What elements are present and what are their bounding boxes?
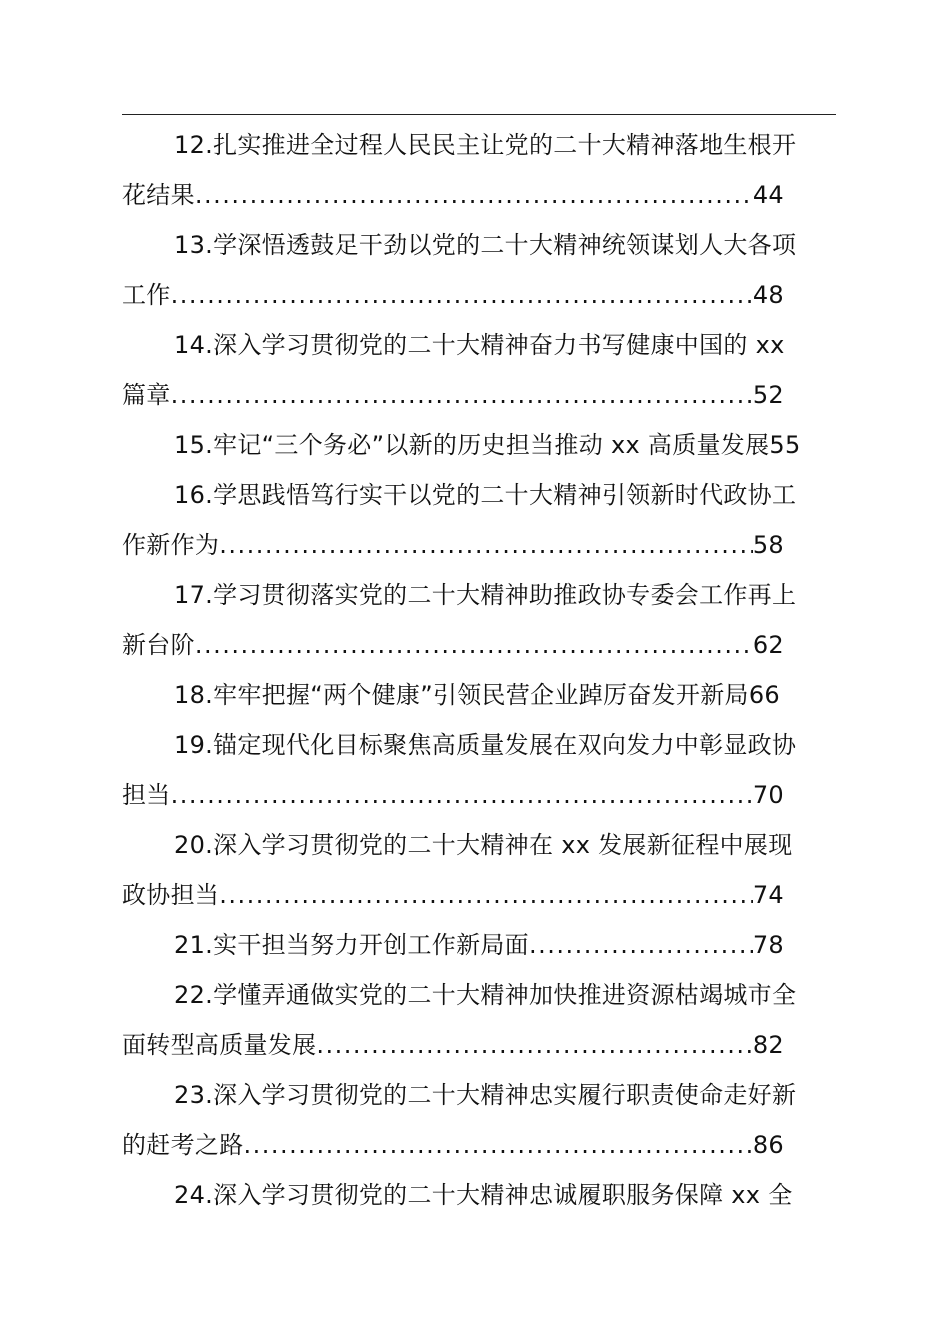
toc-entry-12-line2[interactable] <box>122 170 836 220</box>
leader-dots <box>529 920 753 970</box>
toc-entry-23-line1: 23.深入学习贯彻党的二十大精神忠实履行职责使命走好新 <box>174 1081 797 1109</box>
toc-entry-20-line2[interactable] <box>122 870 836 920</box>
leader-dots <box>171 770 753 820</box>
toc-entry-20-page: 74 <box>752 881 784 909</box>
toc-entry-16-line2[interactable] <box>122 520 836 570</box>
toc-entry-19-title-end: 担当 <box>122 781 171 809</box>
toc-entry-17-line1: 17.学习贯彻落实党的二十大精神助推政协专委会工作再上 <box>174 581 797 609</box>
toc-entry-19-line2[interactable] <box>122 770 836 820</box>
leader-dots <box>195 170 753 220</box>
toc-entry-14-page: 52 <box>752 381 784 409</box>
toc-entry-18[interactable]: 18.牢牢把握“两个健康”引领民营企业踔厉奋发开新局66 <box>174 681 780 709</box>
toc-entry-14-line2[interactable] <box>122 370 836 420</box>
leader-dots <box>244 1120 753 1170</box>
leader-dots <box>195 620 753 670</box>
toc-entry-17-page: 62 <box>752 631 784 659</box>
toc-entry-13-title-end: 工作 <box>122 281 171 309</box>
toc-entry-19-line1: 19.锚定现代化目标聚焦高质量发展在双向发力中彰显政协 <box>174 731 797 759</box>
toc-entry-21-title: 21.实干担当努力开创工作新局面 <box>174 931 529 959</box>
leader-dots <box>316 1020 752 1070</box>
toc-entry-22-title-end: 面转型高质量发展 <box>122 1031 317 1059</box>
toc-entry-13-page: 48 <box>752 281 784 309</box>
toc-entry-14-line1: 14.深入学习贯彻党的二十大精神奋力书写健康中国的 xx <box>174 331 785 359</box>
toc-entry-16-title-end: 作新作为 <box>122 531 220 559</box>
toc-entry-16-line1: 16.学思践悟笃行实干以党的二十大精神引领新时代政协工 <box>174 481 797 509</box>
leader-dots <box>171 370 753 420</box>
toc-entry-12-title-end: 花结果 <box>122 181 195 209</box>
table-of-contents <box>122 120 836 1220</box>
toc-entry-22-page: 82 <box>752 1031 784 1059</box>
toc-entry-23-page: 86 <box>752 1131 784 1159</box>
toc-entry-20-line1: 20.深入学习贯彻党的二十大精神在 xx 发展新征程中展现 <box>174 831 793 859</box>
toc-entry-23-title-end: 的赶考之路 <box>122 1131 244 1159</box>
header-rule <box>122 114 836 115</box>
toc-entry-17-line2[interactable] <box>122 620 836 670</box>
leader-dots <box>219 520 753 570</box>
leader-dots <box>219 870 753 920</box>
toc-entry-22-line2[interactable] <box>122 1020 836 1070</box>
toc-entry-16-page: 58 <box>752 531 784 559</box>
toc-entry-21-page: 78 <box>752 931 784 959</box>
toc-entry-13-line1: 13.学深悟透鼓足干劲以党的二十大精神统领谋划人大各项 <box>174 231 797 259</box>
toc-entry-23-line2[interactable] <box>122 1120 836 1170</box>
toc-entry-22-line1: 22.学懂弄通做实党的二十大精神加快推进资源枯竭城市全 <box>174 981 797 1009</box>
toc-entry-17-title-end: 新台阶 <box>122 631 195 659</box>
toc-entry-12-page: 44 <box>752 181 784 209</box>
toc-entry-19-page: 70 <box>752 781 784 809</box>
toc-entry-13-line2[interactable] <box>122 270 836 320</box>
toc-entry-24-line1[interactable]: 24.深入学习贯彻党的二十大精神忠诚履职服务保障 xx 全 <box>174 1181 793 1209</box>
toc-entry-14-title-end: 篇章 <box>122 381 171 409</box>
toc-entry-20-title-end: 政协担当 <box>122 881 220 909</box>
toc-entry-12-line1: 12.扎实推进全过程人民民主让党的二十大精神落地生根开 <box>174 131 797 159</box>
toc-entry-15[interactable]: 15.牢记“三个务必”以新的历史担当推动 xx 高质量发展55 <box>174 431 801 459</box>
leader-dots <box>171 270 753 320</box>
toc-entry-21[interactable] <box>122 920 836 970</box>
